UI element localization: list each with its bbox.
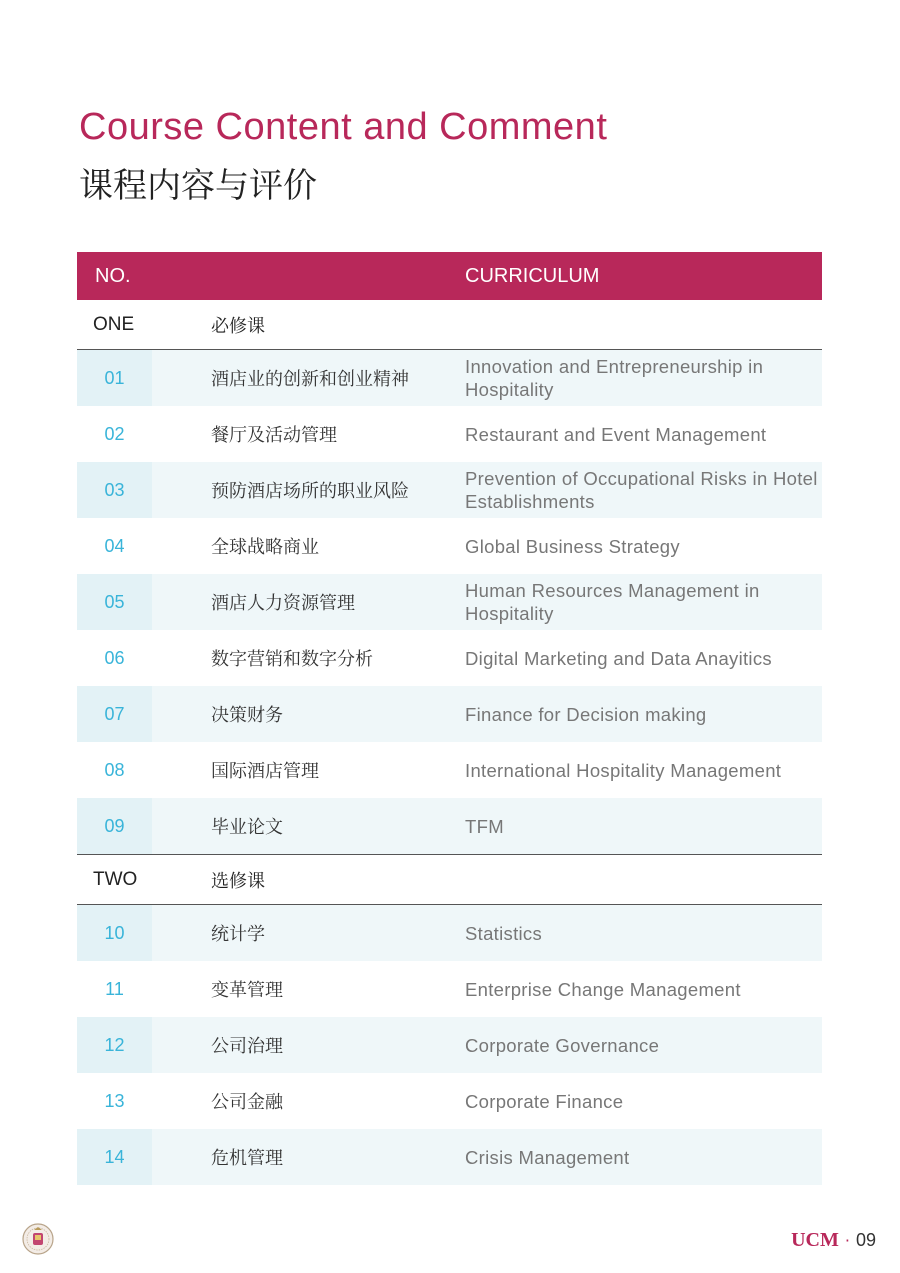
- course-name-zh: 全球战略商业: [211, 537, 319, 558]
- course-name-zh: 毕业论文: [211, 817, 283, 838]
- course-number: 05: [77, 574, 152, 630]
- course-name-en: Statistics: [465, 922, 543, 944]
- course-name-en: Prevention of Occupational Risks in Hotel Establishments: [465, 468, 818, 512]
- course-number: 07: [77, 686, 152, 742]
- section-one-rows: [77, 350, 822, 855]
- course-name-zh: 公司治理: [211, 1036, 283, 1057]
- course-number: 08: [104, 759, 125, 780]
- section-header-one: [77, 300, 822, 350]
- table-row: [77, 686, 822, 742]
- header-curriculum: CURRICULUM: [465, 264, 600, 287]
- course-name-zh: 预防酒店场所的职业风险: [211, 481, 409, 502]
- course-name-en: Finance for Decision making: [465, 703, 707, 725]
- course-name-en: Global Business Strategy: [465, 535, 680, 557]
- course-number: 06: [104, 647, 125, 668]
- university-seal-icon: [22, 1222, 54, 1256]
- course-name-zh: 危机管理: [211, 1148, 283, 1169]
- page-title-english: Course Content and Comment: [79, 106, 608, 148]
- course-name-en: Restaurant and Event Management: [465, 423, 767, 445]
- section-label: ONE: [93, 313, 135, 335]
- course-name-zh: 酒店人力资源管理: [211, 593, 355, 614]
- course-name-zh: 统计学: [211, 924, 265, 945]
- section-two-rows: [77, 905, 822, 1185]
- footer-separator: ·: [844, 1231, 850, 1250]
- course-number: 04: [104, 535, 125, 556]
- course-number: 12: [77, 1017, 152, 1073]
- course-name-zh: 数字营销和数字分析: [211, 649, 373, 670]
- header-no: NO.: [95, 264, 131, 287]
- table-row: [77, 574, 822, 630]
- brand-logo-text: UCM: [791, 1229, 839, 1251]
- course-name-zh: 国际酒店管理: [211, 761, 319, 782]
- course-number: 09: [77, 798, 152, 854]
- course-name-en: TFM: [465, 815, 504, 837]
- table-row: [77, 798, 822, 854]
- course-name-zh: 公司金融: [211, 1092, 283, 1113]
- course-name-en: Digital Marketing and Data Anayitics: [465, 647, 772, 669]
- table-row: [77, 905, 822, 961]
- course-name-en: Corporate Governance: [465, 1034, 660, 1056]
- table-row: [77, 1017, 822, 1073]
- course-number: 11: [105, 978, 124, 999]
- course-name-zh: 变革管理: [211, 980, 283, 1001]
- section-name: 选修课: [211, 870, 265, 892]
- table-row: [77, 742, 822, 798]
- table-header: [77, 252, 822, 300]
- table-row: [77, 406, 822, 462]
- table-row: [77, 518, 822, 574]
- course-name-en: Human Resources Management in Hospitality: [465, 580, 760, 624]
- course-name-en: Corporate Finance: [465, 1090, 624, 1112]
- page-title-chinese: 课程内容与评价: [79, 166, 317, 206]
- course-number: 02: [104, 423, 125, 444]
- course-number: 13: [104, 1090, 125, 1111]
- course-name-zh: 决策财务: [211, 705, 283, 726]
- course-number: 03: [77, 462, 152, 518]
- section-label: TWO: [93, 868, 138, 890]
- table-row: [77, 630, 822, 686]
- course-number: 10: [77, 905, 152, 961]
- table-row: [77, 1129, 822, 1185]
- course-name-en: Crisis Management: [465, 1146, 630, 1168]
- section-name: 必修课: [211, 315, 265, 337]
- course-name-zh: 餐厅及活动管理: [211, 425, 337, 446]
- curriculum-table: [77, 252, 822, 1185]
- page-number: 09: [855, 1230, 876, 1250]
- course-name-en: Enterprise Change Management: [465, 978, 741, 1000]
- table-row: [77, 462, 822, 518]
- page-footer: [791, 1229, 876, 1252]
- section-header-two: [77, 855, 822, 905]
- table-row: [77, 350, 822, 406]
- course-number: 14: [77, 1129, 152, 1185]
- course-name-en: International Hospitality Management: [465, 759, 782, 781]
- course-name-zh: 酒店业的创新和创业精神: [211, 369, 409, 390]
- table-row: [77, 961, 822, 1017]
- table-row: [77, 1073, 822, 1129]
- course-number: 01: [77, 350, 152, 406]
- course-name-en: Innovation and Entrepreneurship in Hospitality: [465, 356, 764, 400]
